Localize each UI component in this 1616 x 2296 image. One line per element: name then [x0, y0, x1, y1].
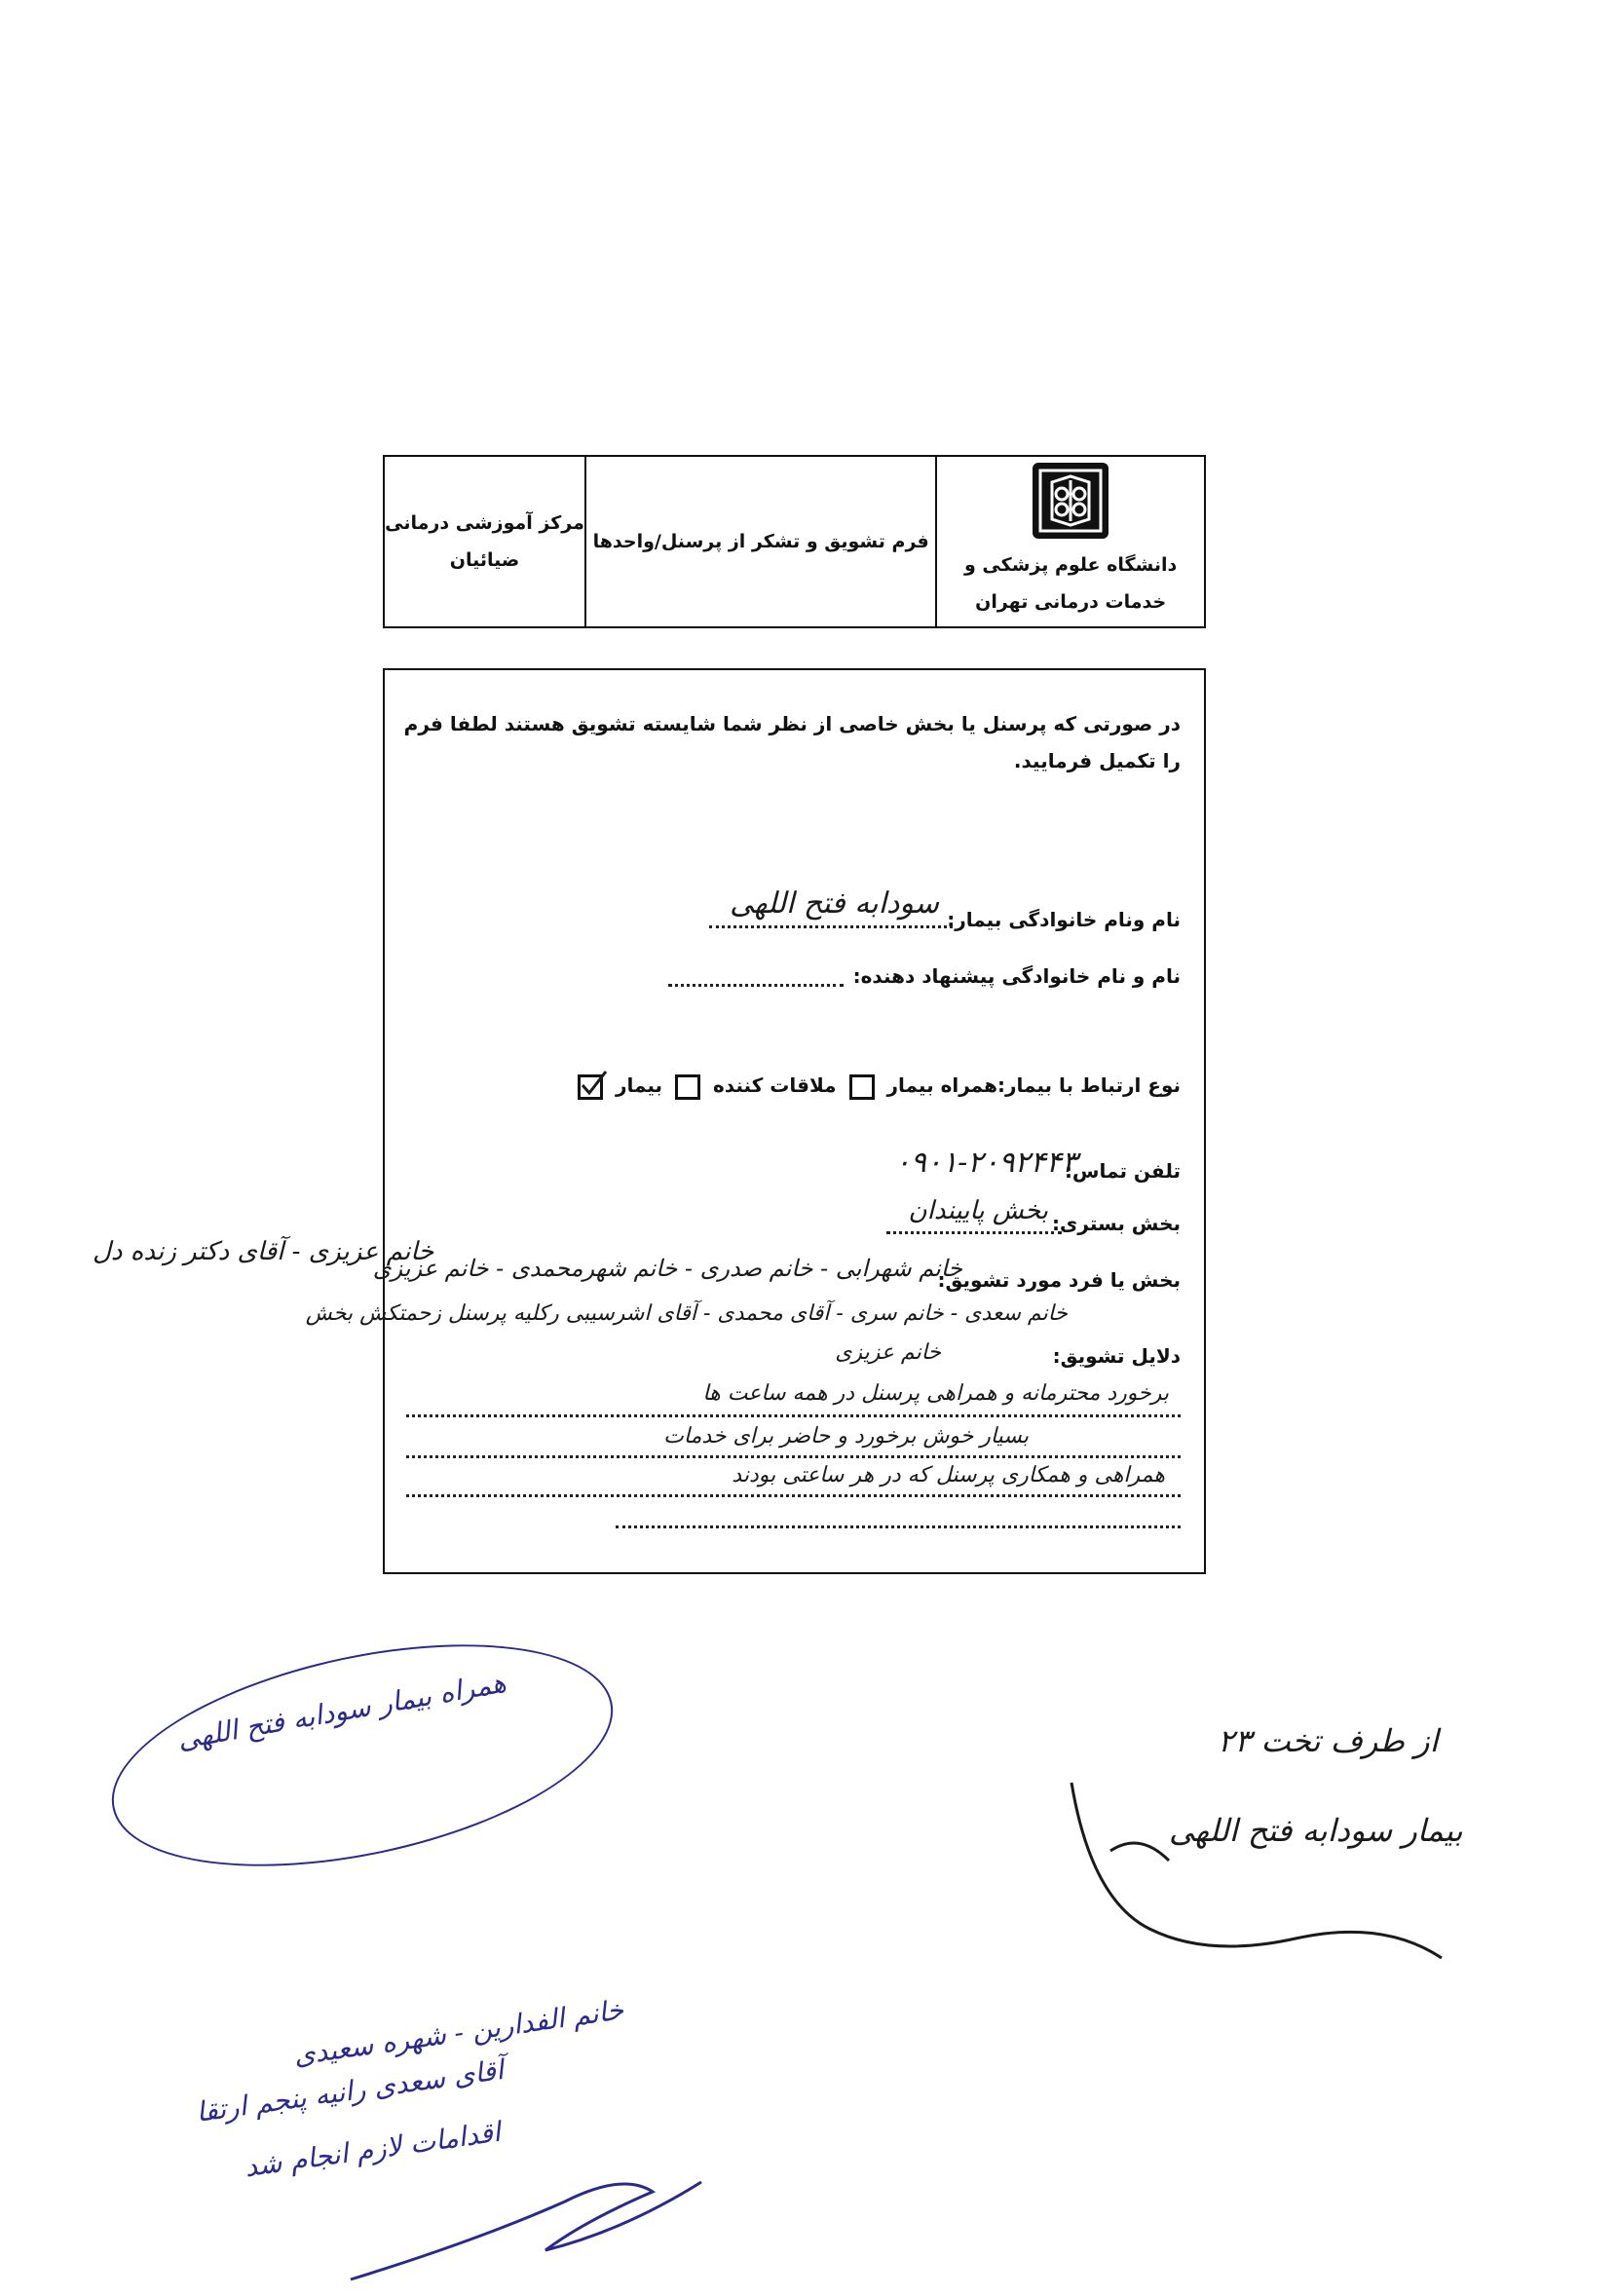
bottom-signature [331, 2163, 740, 2289]
relation-visitor-checkbox[interactable] [675, 1074, 700, 1100]
reason-dots-4 [616, 1525, 1181, 1528]
bottom-note-line1: خانم الفدارین - شهره سعیدی [291, 1993, 626, 2072]
phone-label: تلفن تماس: [1064, 1159, 1181, 1183]
reason-dots-2 [406, 1455, 1181, 1458]
relation-companion-label: همراه بیمار [886, 1073, 997, 1097]
patient-name-label: نام ونام خانوادگی بیمار: [947, 908, 1181, 931]
center-cell [385, 457, 586, 626]
ward-value[interactable]: بخش پاییندان [908, 1196, 1048, 1225]
title-cell [586, 457, 937, 626]
relation-visitor-label: ملاقات کننده [713, 1073, 837, 1097]
right-note-line2: بیمار سودابه فتح اللهی [1169, 1812, 1463, 1849]
target-line2[interactable]: خانم شهرابی - خانم صدری - خانم شهرمحمدی - خانم عزیزی [372, 1255, 962, 1282]
bottom-note-line2: آقای سعدی رانیه پنجم ارتقا [194, 2053, 506, 2128]
reason-line3[interactable]: همراهی و همکاری پرسنل که در هر ساعتی بودند [732, 1463, 1165, 1487]
relation-patient-checkbox[interactable] [578, 1074, 603, 1100]
oval-note: همراه بیمار سودابه فتح اللهی [174, 1666, 508, 1756]
form-box [305, 668, 1206, 1574]
relation-patient-label: بیمار [615, 1073, 663, 1097]
form-title: فرم تشویق و تشکر از پرسنل/واحدها [592, 531, 929, 552]
university-name-line1: دانشگاه علوم پزشکی و [964, 554, 1178, 576]
target-line3[interactable]: خانم سعدی - خانم سری - آقای محمدی - آقای اشرسیبی رکلیه پرسنل زحمتکش بخش [305, 1301, 1068, 1326]
suggester-label: نام و نام خانوادگی پیشنهاد دهنده: [852, 964, 1181, 988]
reason-dots-1 [406, 1414, 1181, 1417]
target-line4[interactable]: خانم عزیزی [835, 1340, 941, 1365]
reason-line2[interactable]: بسیار خوش برخورد و حاضر برای خدمات [663, 1424, 1029, 1449]
reason-dots-3 [406, 1494, 1181, 1497]
relation-companion-checkbox[interactable] [849, 1074, 875, 1100]
relation-row [572, 1073, 1181, 1100]
header-table [383, 455, 1206, 628]
bottom-note-line3: اقدامات لازم انجام شد [242, 2115, 503, 2184]
ward-label: بخش بستری: [1052, 1212, 1181, 1235]
target-label: بخش یا فرد مورد تشویق: [937, 1268, 1181, 1292]
university-logo [1033, 463, 1109, 539]
checkmark-icon [579, 1070, 608, 1099]
center-name-line1: مرکز آموزشی درمانی [385, 512, 584, 534]
annotation-oval [93, 1605, 633, 1905]
right-note-line1: از طرف تخت ۲۳ [1218, 1722, 1439, 1759]
university-name-line2: خدمات درمانی تهران [975, 591, 1167, 613]
right-signature [1052, 1773, 1461, 1968]
reasons-label: دلایل تشویق: [1052, 1344, 1181, 1368]
ward-dots [886, 1231, 1062, 1234]
phone-value[interactable]: ۰۹۰۱-۲۰۹۲۴۴۳ [894, 1146, 1077, 1180]
form-intro: در صورتی که پرسنل یا بخش خاصی از نظر شما شایسته تشویق هستند لطفا فرم را تکمیل فرمایید. [403, 712, 1181, 772]
patient-name-value[interactable]: سودابه فتح اللهی [730, 886, 939, 921]
relation-label: نوع ارتباط با بیمار: [996, 1073, 1181, 1097]
university-cell [937, 457, 1204, 626]
patient-name-dots [709, 925, 953, 928]
reason-line1[interactable]: برخورد محترمانه و همراهی پرسنل در همه ساعت ها [702, 1381, 1169, 1406]
target-line1: خانم عزیزی - آقای دکتر زنده دل [93, 1237, 434, 1266]
center-name-line2: ضیائیان [449, 549, 520, 571]
suggester-dots[interactable] [668, 984, 844, 987]
